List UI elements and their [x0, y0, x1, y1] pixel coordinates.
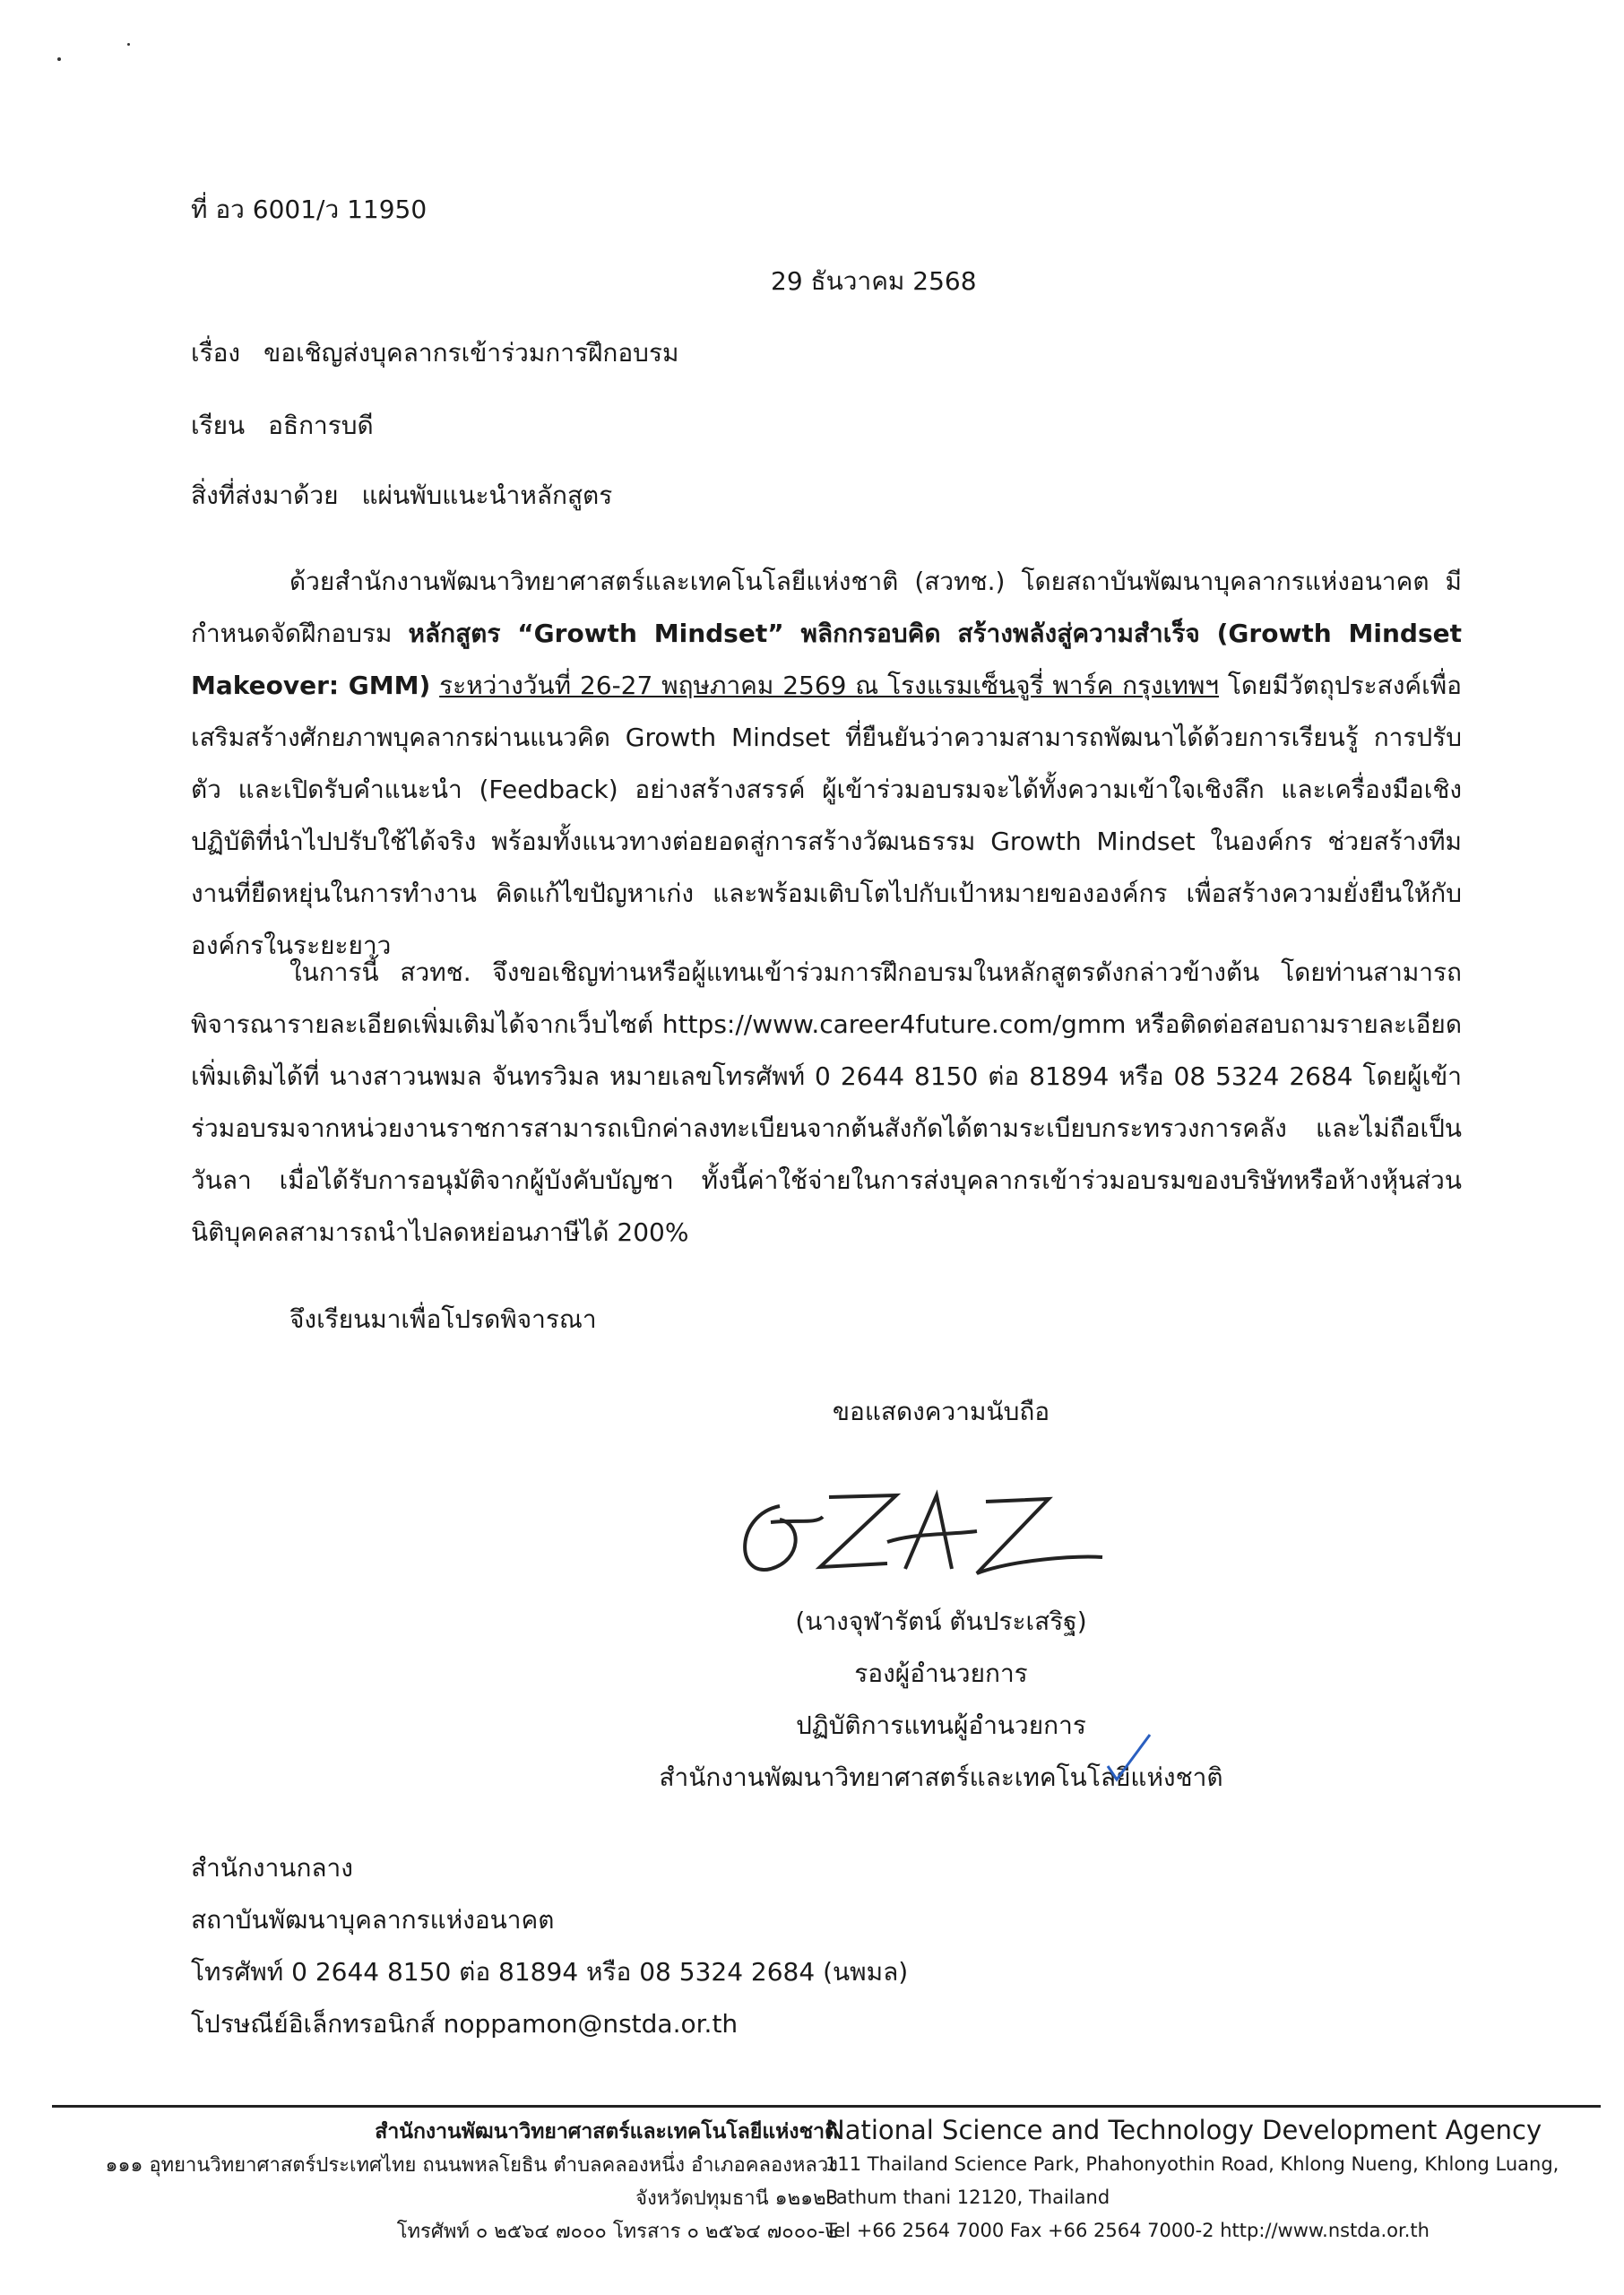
footer-thai-address-2: จังหวัดปทุมธานี ๑๒๑๒๐	[635, 2187, 838, 2210]
signer-organization: สำนักงานพัฒนาวิทยาศาสตร์และเทคโนโลยีแห่งชาติ	[659, 1762, 1223, 1792]
closing-phrase: ขอแสดงความนับถือ	[832, 1397, 1050, 1426]
paragraph-1-rest: โดยมีวัตถุประสงค์เพื่อเสริมสร้างศักยภาพบุคลากรผ่านแนวคิด Growth Mindset ที่ยืนยันว่าความสามารถพัฒนาได้ด้วยการเรียนรู้ การปรับตัว และเปิดรับคำแนะนำ (Feedback) อย่างสร้างสรรค์ ผู้เข้าร่วมอบรมจะได้ทั้งความเข้าใจเชิงลึก และเครื่องมือเชิงปฏิบัติที่นำไปปรับใช้ได้จริง พร้อมทั้งแนวทางต่อยอดสู่การสร้างวัฒนธรรม Growth Mindset ในองค์กร ช่วยสร้างทีมงานที่ยืดหยุ่นในการทำงาน คิดแก้ไขปัญหาเก่ง และพร้อมเติบโตไปกับเป้าหมายขององค์กร เพื่อสร้างความยั่งยืนให้กับองค์กรในระยะยาว	[191, 671, 1462, 960]
footer-english-address-1: 111 Thailand Science Park, Phahonyothin Road, Khlong Nueng, Khlong Luang,	[825, 2153, 1559, 2175]
footer-thai-name: สำนักงานพัฒนาวิทยาศาสตร์และเทคโนโลยีแห่งชาติ	[375, 2120, 838, 2143]
signer-block	[556, 1596, 1326, 1804]
paragraph-1	[191, 556, 1462, 972]
course-title: หลักสูตร “Growth Mindset” พลิกกรอบคิด สร้างพลังสู่ความสำเร็จ (Growth Mindset Makeover: GMM)	[191, 619, 1462, 700]
blue-check-mark	[1101, 1730, 1154, 1784]
contact-block	[191, 1842, 908, 2050]
subject-line	[191, 335, 678, 371]
scan-speck	[57, 57, 61, 61]
letter-date: 29 ธันวาคม 2568	[771, 266, 977, 296]
paragraph-3-text: จึงเรียนมาเพื่อโปรดพิจารณา	[289, 1304, 597, 1334]
handwritten-signature	[717, 1470, 1111, 1591]
footer-english-name: National Science and Technology Development Agency	[825, 2115, 1542, 2145]
contact-institute: สถาบันพัฒนาบุคลากรแห่งอนาคต	[191, 1905, 555, 1935]
training-period: ระหว่างวันที่ 26-27 พฤษภาคม 2569 ณ โรงแรมเซ็นจูรี่ พาร์ค กรุงเทพฯ	[439, 671, 1220, 700]
footer-english-address-2: Pathum thani 12120, Thailand	[825, 2187, 1110, 2208]
signer-title-1: รองผู้อำนวยการ	[854, 1658, 1028, 1688]
paragraph-2-text: ในการนี้ สวทช. จึงขอเชิญท่านหรือผู้แทนเข้าร่วมการฝึกอบรมในหลักสูตรดังกล่าวข้างต้น โดยท่านสามารถพิจารณารายละเอียดเพิ่มเติมได้จากเว็บไซต์ https://www.career4future.com/gmm หรือติดต่อสอบถามรายละเอียดเพิ่มเติมได้ที่ นางสาวนพมล จันทรวิมล หมายเลขโทรศัพท์ 0 2644 8150 ต่อ 81894 หรือ 08 5324 2684 โดยผู้เข้าร่วมอบรมจากหน่วยงานราชการสามารถเบิกค่าลงทะเบียนจากต้นสังกัดได้ตามระเบียบกระทรวงการคลัง และไม่ถือเป็นวันลา เมื่อได้รับการอนุมัติจากผู้บังคับบัญชา ทั้งนี้ค่าใช้จ่ายในการส่งบุคลากรเข้าร่วมอบรมของบริษัทหรือห้างหุ้นส่วนนิติบุคคลสามารถนำไปลดหย่อนภาษีได้ 200%	[191, 957, 1462, 1247]
paragraph-3	[191, 1294, 1462, 1346]
enclosure-text: แผ่นพับแนะนำหลักสูตร	[361, 481, 613, 510]
recipient-text: อธิการบดี	[268, 411, 374, 440]
enclosure-label: สิ่งที่ส่งมาด้วย	[191, 481, 339, 510]
contact-phone: โทรศัพท์ 0 2644 8150 ต่อ 81894 หรือ 08 5324 2684 (นพมล)	[191, 1957, 909, 1987]
footer-english	[825, 2112, 1559, 2247]
paragraph-2	[191, 947, 1462, 1259]
reference-number: ที่ อว 6001/ว 11950	[191, 195, 428, 224]
contact-email: โปรษณีย์อิเล็กทรอนิกส์ noppamon@nstda.or.th	[191, 2009, 739, 2039]
footer-english-contact: Tel +66 2564 7000 Fax +66 2564 7000-2 http://www.nstda.or.th	[825, 2220, 1430, 2241]
contact-office: สำนักงานกลาง	[191, 1853, 353, 1883]
signer-name: (นางจุฬารัตน์ ตันประเสริฐ)	[795, 1606, 1087, 1636]
footer-divider	[52, 2105, 1601, 2108]
subject-label: เรื่อง	[191, 338, 241, 368]
subject-text: ขอเชิญส่งบุคลากรเข้าร่วมการฝึกอบรม	[263, 338, 679, 368]
footer-thai	[106, 2116, 838, 2248]
scan-speck	[127, 43, 130, 46]
recipient-label: เรียน	[191, 411, 246, 440]
footer-thai-address-1: ๑๑๑ อุทยานวิทยาศาสตร์ประเทศไทย ถนนพหลโยธิน ตำบลคลองหนึ่ง อำเภอคลองหลวง	[105, 2154, 838, 2177]
enclosure-line	[191, 478, 612, 514]
recipient-line	[191, 408, 374, 444]
footer-thai-phone: โทรศัพท์ ๐ ๒๕๖๔ ๗๐๐๐ โทรสาร ๐ ๒๕๖๔ ๗๐๐๐-๒	[396, 2221, 838, 2243]
signer-title-2: ปฏิบัติการแทนผู้อำนวยการ	[796, 1710, 1086, 1740]
paragraph-1-intro: ด้วยสำนักงานพัฒนาวิทยาศาสตร์และเทคโนโลยีแห่งชาติ (สวทช.) โดยสถาบันพัฒนาบุคลากรแห่งอนาคต มีกำหนดจัดฝึกอบรม	[191, 567, 1462, 648]
